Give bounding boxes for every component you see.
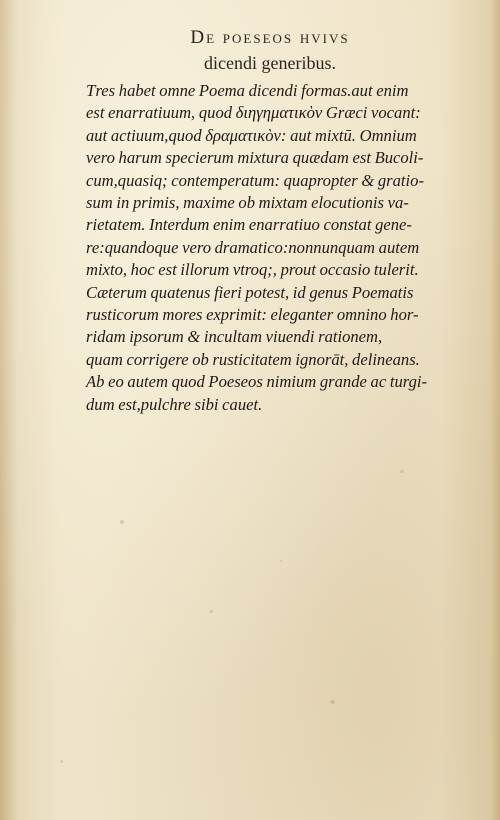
text-line-9: mixto, hoc est illorum vtroq;, prout occasio tulerit. — [86, 260, 419, 280]
text-line-10: Cæterum quatenus fieri potest, id genus Poematis — [86, 282, 414, 302]
text-line-5: cum,quasiq; contemperatum: quapropter & gratio- — [86, 170, 424, 190]
text-line-15: dum est,pulchre sibi cauet. — [86, 394, 263, 414]
text-line-8: re:quandoque vero dramatico:nonnunquam autem — [86, 237, 420, 257]
section-subhead: dicendi generibus. — [204, 53, 336, 73]
text-line-14: Ab eo autem quod Poeseos nimium grande ac turgi- — [86, 372, 428, 392]
text-line-11: rusticorum mores exprimit: eleganter omnino hor- — [86, 305, 419, 325]
page-header — [0, 26, 500, 74]
running-head: De poeseos hvivs — [190, 27, 350, 48]
text-line-6: sum in primis, maxime ob mixtam elocutionis va- — [86, 193, 409, 213]
text-line-7: rietatem. Interdum enim enarratiuo constat gene- — [86, 215, 412, 235]
body-text — [86, 80, 480, 416]
text-line-3: aut actiuum,quod δραματικὸν: aut mixtū. Omnium — [86, 125, 417, 145]
text-line-2: est enarratiuum, quod διηγηματικὸν Græci vocant: — [86, 103, 421, 123]
text-line-12: ridam ipsorum & incultam viuendi rationem, — [86, 327, 383, 347]
text-line-1: Tres habet omne Poema dicendi formas.aut enim — [86, 81, 409, 100]
text-line-4: vero harum specierum mixtura quædam est Bucoli- — [86, 148, 424, 168]
text-line-13: quam corrigere ob rusticitatem ignorāt, delineans. — [86, 349, 420, 369]
